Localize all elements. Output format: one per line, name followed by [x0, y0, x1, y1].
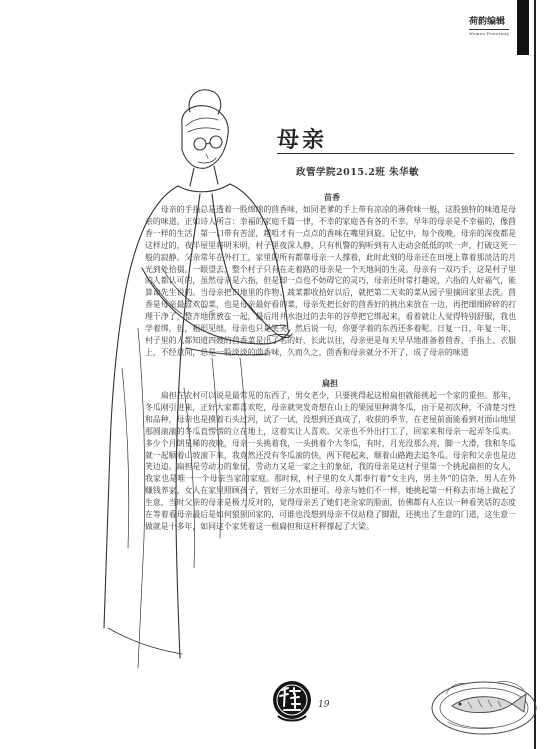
section-heading: 扁担 [322, 378, 338, 388]
author-byline: 政管学院2015.2班 朱华敏 [296, 167, 420, 178]
magazine-brand [469, 14, 529, 58]
article-title: 母亲 [277, 127, 328, 153]
fish-dish-illustration [428, 664, 540, 740]
section-paragraph: 母亲的手指总是透着一股绵绵的茴香味，如同老爹的手上带有凉凉的薄荷味一般，这股独特的味道是母亲的味道。正如诗人所言：幸福的家庭千篇一律，不幸的家庭各有各的不幸。早年的母亲是不幸福的，像茴香一样的生活，第一口带有苦涩，越咀才有一点点的香味在嘴里回旋。记忆中，每个夜晚，母亲的深夜都是这样过的，夜半屋里将明未明，村子里夜深人静，只有机警的狗听到有人走动会低低的吠一声，打破这死一般的寂静。父亲常年在外打工，家里的所有都靠母亲一人撑着，此时此刻的母亲还在田埂上靠着那淡洁的月光到处拾掇。一眼望去，整个村子只有在走着路的母亲是一个天地间的生灵。母亲有一双巧手，这是村子里的人都认可的，虽然母亲是六指，但是却一点也不妨碍它的灵巧，母亲还时常打趣说，六指的人好福气，能算命先生说的。当母亲把田地里的作物、蔬菜都收拾好以后，就把第二天卖的菜从园子里摘回家里去洗。茴香是母亲最喜欢的菜，也是母亲最好看的菜，母亲先把长好的茴香好的挑出来放在一边，再把细细碎碎的打理干净了，整齐地摆放在一起，最后用井水泡过的去年的谷草把它绑起来，看着就让人觉得特别舒服，我也学着绑，但，粗形见绌，母亲也只是笑笑，然后说一句，你要学着的东西还多着呢。日复一日，年复一年，村子里的人都知道四嫂的茴香菜是出了名的好，长此以往，母亲更是每天早早地准备着茴香，手指上、衣服上，不经意间，总是一股淡淡的茴香味，久而久之，茴香和母亲就分不开了，成了母亲的味道 [145, 205, 516, 357]
edge-line [534, 0, 536, 749]
section-heading: 苗香 [324, 192, 340, 202]
brand-subtitle: Women Fraternity [469, 31, 510, 36]
brand-mark: 荷韵编辑 [469, 17, 506, 27]
magazine-logo [270, 676, 314, 726]
brand-rule [469, 29, 509, 30]
section-paragraph: 扁担在农村可以说是最常见的东西了，男女老少，只要挑得起这根扁担就能挑起一个家的重担。那年，冬瓜刚引进来，正好大家都喜欢吃，母亲就突发奇想在山上的果园里种满冬瓜，由于是初次种，不清楚习性和品种，母亲也是摸着石头过河，试了一试，没想到还真成了，收获的季节，在老屋前面能看到对面山地里那圆滚滚的冬瓜直愣愣的立在地上，这着实让人喜欢。父亲也不外出打工了，回家来和母亲一起弄冬瓜卖。多少个月朗星稀的夜晚，母亲一头挑着我，一头挑着个大冬瓜，有时，月光没那么亮，脚一大滑，我和冬瓜就一起顺着山坡滚下来，我竟然还没有冬瓜滚的快，两下爬起来，顺着山路跑去追冬瓜。母亲和父亲也是边笑边追。扁担是劳动力的象征，劳动力又是一家之主的象征，我的母亲是这村子里第一个挑起扁担的女人，我家也是唯一一个母亲当家的家庭。那时候，村子里的女人都奉行着“女主内，男主外”的信条，男人在外赚钱养家，女人在家里照顾孩子，管好三分水田便可。母亲与她们不一样，她挑起第一杆称去市场上做起了生意，当时父亲的母亲是极力反对的，觉得母亲丢了她们老余家的脸面，仿佛都有人在以一种看笑话的态度在等着看母亲最后是如何狼狈回家的，可谁也没想到母亲不仅站稳了脚跟，还挑出了生意的门道，这生意一做就是十多年，如同这个家凭着这一根扁担和这杆秤撑起了大梁。 [145, 391, 516, 531]
page-number: 19 [318, 700, 330, 710]
title-underline [277, 153, 514, 154]
